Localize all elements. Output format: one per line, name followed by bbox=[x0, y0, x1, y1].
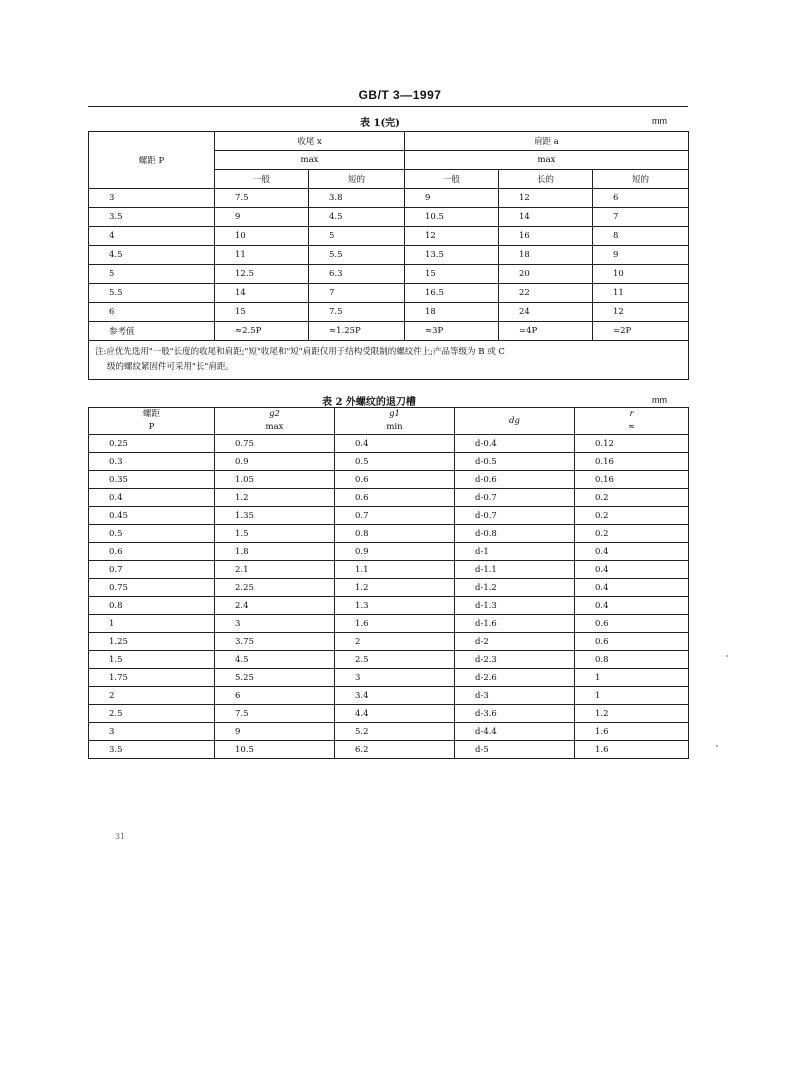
table2-row bbox=[89, 561, 689, 579]
table2-cell: 1.8 bbox=[215, 543, 335, 561]
table2-cell: 0.3 bbox=[89, 453, 215, 471]
table2-cell: d-0.5 bbox=[455, 453, 575, 471]
table2-cell: 1.05 bbox=[215, 471, 335, 489]
table2-cell: d-1 bbox=[455, 543, 575, 561]
table1-cell: 16 bbox=[499, 227, 593, 246]
table2-cell: 3.5 bbox=[89, 741, 215, 759]
table1-cell: 6 bbox=[593, 189, 689, 208]
table2-cell: 0.4 bbox=[89, 489, 215, 507]
table1-cell: 11 bbox=[593, 284, 689, 303]
table1-row bbox=[89, 227, 689, 246]
table1-cell: 12.5 bbox=[215, 265, 309, 284]
table1-sub-shoulder-normal: 一般 bbox=[405, 170, 499, 189]
table2-cell: 0.6 bbox=[575, 633, 689, 651]
table2-cell: 2.5 bbox=[89, 705, 215, 723]
table2-cell: 1.35 bbox=[215, 507, 335, 525]
table1-cell: ≈2.5P bbox=[215, 322, 309, 341]
table1-cell: 12 bbox=[593, 303, 689, 322]
table1-note bbox=[89, 341, 689, 380]
table2-cell: 0.4 bbox=[575, 561, 689, 579]
table2 bbox=[88, 407, 689, 759]
table2-cell: 0.16 bbox=[575, 471, 689, 489]
table2-row bbox=[89, 525, 689, 543]
table2-cell: d-0.7 bbox=[455, 489, 575, 507]
table2-cell: 0.6 bbox=[335, 489, 455, 507]
table1-row bbox=[89, 246, 689, 265]
table1-cell: 5.5 bbox=[89, 284, 215, 303]
table2-cell: d-2.6 bbox=[455, 669, 575, 687]
table1-row bbox=[89, 303, 689, 322]
table2-cell: 9 bbox=[215, 723, 335, 741]
table2-cell: 0.5 bbox=[335, 453, 455, 471]
table2-cell: 0.6 bbox=[575, 615, 689, 633]
table1-note-line2: 级的螺纹紧固件可采用"长"肩距。 bbox=[107, 362, 234, 372]
table2-cell: 0.7 bbox=[335, 507, 455, 525]
table1-cell: 24 bbox=[499, 303, 593, 322]
table2-cell: d-0.7 bbox=[455, 507, 575, 525]
table1-row bbox=[89, 189, 689, 208]
table2-cell: 3 bbox=[335, 669, 455, 687]
table2-head-pitch: 螺距 P bbox=[89, 408, 215, 435]
table2-row bbox=[89, 651, 689, 669]
table1-row bbox=[89, 284, 689, 303]
table2-row bbox=[89, 723, 689, 741]
table1-sub-runout-short: 短的 bbox=[309, 170, 405, 189]
table2-cell: 0.4 bbox=[335, 435, 455, 453]
table2-cell: 0.8 bbox=[89, 597, 215, 615]
table2-cell: 1 bbox=[89, 615, 215, 633]
table2-cell: 1.25 bbox=[89, 633, 215, 651]
table1-row bbox=[89, 322, 689, 341]
table2-row bbox=[89, 705, 689, 723]
table1-cell: =4P bbox=[499, 322, 593, 341]
table2-row bbox=[89, 597, 689, 615]
table1-cell: 10.5 bbox=[405, 208, 499, 227]
table1-row bbox=[89, 265, 689, 284]
table1-cell: 16.5 bbox=[405, 284, 499, 303]
table1-head-pitch: 螺距 P bbox=[89, 132, 215, 189]
table2-row bbox=[89, 435, 689, 453]
table1-cell: 11 bbox=[215, 246, 309, 265]
table2-row bbox=[89, 543, 689, 561]
table1-cell: 3.5 bbox=[89, 208, 215, 227]
table2-cell: 0.4 bbox=[575, 579, 689, 597]
table1-head-runout: 收尾 x bbox=[215, 132, 405, 151]
table1-cell: 18 bbox=[405, 303, 499, 322]
table1-cell: 4 bbox=[89, 227, 215, 246]
table2-cell: 3 bbox=[89, 723, 215, 741]
table2-cell: 0.16 bbox=[575, 453, 689, 471]
table2-cell: 2.1 bbox=[215, 561, 335, 579]
table2-cell: 1.5 bbox=[89, 651, 215, 669]
table1-cell: 8 bbox=[593, 227, 689, 246]
table1-cell: 3 bbox=[89, 189, 215, 208]
table2-cell: 0.75 bbox=[89, 579, 215, 597]
table1-cell: 6 bbox=[89, 303, 215, 322]
table2-cell: d-1.2 bbox=[455, 579, 575, 597]
table2-cell: 1 bbox=[575, 687, 689, 705]
table2-cell: 0.45 bbox=[89, 507, 215, 525]
table2-cell: 0.35 bbox=[89, 471, 215, 489]
table2-cell: 3 bbox=[215, 615, 335, 633]
table2-unit: mm bbox=[652, 395, 667, 405]
table2-row bbox=[89, 615, 689, 633]
standard-header: GB/T 3—1997 bbox=[358, 88, 442, 102]
table2-cell: 2.4 bbox=[215, 597, 335, 615]
table1-cell: 4.5 bbox=[309, 208, 405, 227]
table1-cell: 18 bbox=[499, 246, 593, 265]
table2-cell: 1.3 bbox=[335, 597, 455, 615]
table2-row bbox=[89, 633, 689, 651]
table2-cell: 0.75 bbox=[215, 435, 335, 453]
table2-row bbox=[89, 489, 689, 507]
table1-sub-shoulder-short: 短的 bbox=[593, 170, 689, 189]
table1-cell: 10 bbox=[215, 227, 309, 246]
table2-cell: d-3.6 bbox=[455, 705, 575, 723]
table2-cell: 1.5 bbox=[215, 525, 335, 543]
table1-unit: mm bbox=[652, 116, 667, 126]
table2-cell: d-1.1 bbox=[455, 561, 575, 579]
scan-speck bbox=[716, 745, 718, 747]
table2-cell: 0.2 bbox=[575, 507, 689, 525]
table2-cell: 0.4 bbox=[575, 543, 689, 561]
table2-cell: d-3 bbox=[455, 687, 575, 705]
table2-cell: 0.6 bbox=[89, 543, 215, 561]
table1-cell: 7 bbox=[309, 284, 405, 303]
table2-cell: d-2 bbox=[455, 633, 575, 651]
table1-cell: 9 bbox=[593, 246, 689, 265]
table1-cell: 12 bbox=[405, 227, 499, 246]
table2-row bbox=[89, 579, 689, 597]
table2-cell: d-2.3 bbox=[455, 651, 575, 669]
table2-cell: d-1.6 bbox=[455, 615, 575, 633]
table1-cell: 4.5 bbox=[89, 246, 215, 265]
table1-cell: 9 bbox=[215, 208, 309, 227]
table2-cell: 4.5 bbox=[215, 651, 335, 669]
table1-note-line1: 注:应优先选用"一般"长度的收尾和肩距;"短"收尾和"短"肩距仅用于结构受限制的螺纹件上;产品等级为 B 或 C bbox=[95, 347, 505, 357]
table2-head-dg: dg bbox=[455, 408, 575, 435]
table1-sub-shoulder-long: 长的 bbox=[499, 170, 593, 189]
table2-cell: d-4.4 bbox=[455, 723, 575, 741]
table1-cell: 5 bbox=[309, 227, 405, 246]
table2-row bbox=[89, 669, 689, 687]
table1-cell: 12 bbox=[499, 189, 593, 208]
table1-cell: 7.5 bbox=[215, 189, 309, 208]
table1-cell: 14 bbox=[499, 208, 593, 227]
table1-cell: 13.5 bbox=[405, 246, 499, 265]
table2-cell: 0.2 bbox=[575, 525, 689, 543]
table2-cell: 0.8 bbox=[335, 525, 455, 543]
table2-cell: 1.6 bbox=[575, 741, 689, 759]
table1-head-shoulder: 肩距 a bbox=[405, 132, 689, 151]
table1-cell: 20 bbox=[499, 265, 593, 284]
table2-cell: 3.4 bbox=[335, 687, 455, 705]
table2-cell: 0.9 bbox=[335, 543, 455, 561]
table2-cell: 3.75 bbox=[215, 633, 335, 651]
table2-cell: 1 bbox=[575, 669, 689, 687]
table1-head-shoulder-max: max bbox=[405, 151, 689, 170]
table1 bbox=[88, 131, 689, 380]
table1-cell: 9 bbox=[405, 189, 499, 208]
table2-cell: d-5 bbox=[455, 741, 575, 759]
table2-cell: d-1.3 bbox=[455, 597, 575, 615]
table1-cell: ≈1.25P bbox=[309, 322, 405, 341]
table2-cell: 0.12 bbox=[575, 435, 689, 453]
table2-cell: 0.25 bbox=[89, 435, 215, 453]
table1-cell: 5 bbox=[89, 265, 215, 284]
table2-cell: 5.2 bbox=[335, 723, 455, 741]
page-number: 31 bbox=[115, 832, 126, 841]
table2-row bbox=[89, 687, 689, 705]
table2-cell: 2 bbox=[335, 633, 455, 651]
table2-cell: 1.2 bbox=[215, 489, 335, 507]
table2-row bbox=[89, 453, 689, 471]
table2-cell: 1.2 bbox=[335, 579, 455, 597]
table2-head-g2: g2 max bbox=[215, 408, 335, 435]
table2-cell: 1.2 bbox=[575, 705, 689, 723]
table2-cell: 10.5 bbox=[215, 741, 335, 759]
table2-row bbox=[89, 507, 689, 525]
table2-cell: 6.2 bbox=[335, 741, 455, 759]
table1-head-runout-max: max bbox=[215, 151, 405, 170]
table1-cell: 7 bbox=[593, 208, 689, 227]
table2-caption: 表 2 外螺纹的退刀槽 bbox=[322, 397, 416, 408]
table2-cell: 2.5 bbox=[335, 651, 455, 669]
table1-cell: 15 bbox=[405, 265, 499, 284]
table2-cell: d-0.8 bbox=[455, 525, 575, 543]
table2-cell: 1.1 bbox=[335, 561, 455, 579]
table1-cell: 10 bbox=[593, 265, 689, 284]
table2-cell: 0.5 bbox=[89, 525, 215, 543]
table2-cell: 2 bbox=[89, 687, 215, 705]
table2-cell: 0.7 bbox=[89, 561, 215, 579]
table1-cell: 22 bbox=[499, 284, 593, 303]
table2-cell: 6 bbox=[215, 687, 335, 705]
table2-row bbox=[89, 471, 689, 489]
table1-cell: 6.3 bbox=[309, 265, 405, 284]
table1-cell: =2P bbox=[593, 322, 689, 341]
table2-cell: 0.9 bbox=[215, 453, 335, 471]
table2-cell: 1.6 bbox=[335, 615, 455, 633]
table2-cell: 0.6 bbox=[335, 471, 455, 489]
table1-caption: 表 1(完) bbox=[360, 118, 400, 129]
table2-cell: 5.25 bbox=[215, 669, 335, 687]
table2-cell: 1.6 bbox=[575, 723, 689, 741]
table2-cell: d-0.4 bbox=[455, 435, 575, 453]
table2-cell: 1.75 bbox=[89, 669, 215, 687]
table1-cell: 15 bbox=[215, 303, 309, 322]
table1-cell: 5.5 bbox=[309, 246, 405, 265]
table2-row bbox=[89, 741, 689, 759]
table2-cell: 7.5 bbox=[215, 705, 335, 723]
table1-sub-runout-normal: 一般 bbox=[215, 170, 309, 189]
table1-cell: ≈3P bbox=[405, 322, 499, 341]
table1-cell: 参考值 bbox=[89, 322, 215, 341]
header-rule bbox=[88, 106, 688, 107]
table1-row bbox=[89, 208, 689, 227]
table1-cell: 7.5 bbox=[309, 303, 405, 322]
table2-cell: 0.2 bbox=[575, 489, 689, 507]
table2-cell: 0.4 bbox=[575, 597, 689, 615]
table2-cell: 2.25 bbox=[215, 579, 335, 597]
table2-cell: 0.8 bbox=[575, 651, 689, 669]
table2-head-r: r ≈ bbox=[575, 408, 689, 435]
scan-speck bbox=[726, 655, 728, 657]
table1-cell: 3.8 bbox=[309, 189, 405, 208]
table1-cell: 14 bbox=[215, 284, 309, 303]
table2-cell: 4.4 bbox=[335, 705, 455, 723]
table2-cell: d-0.6 bbox=[455, 471, 575, 489]
table2-head-g1: g1 min bbox=[335, 408, 455, 435]
